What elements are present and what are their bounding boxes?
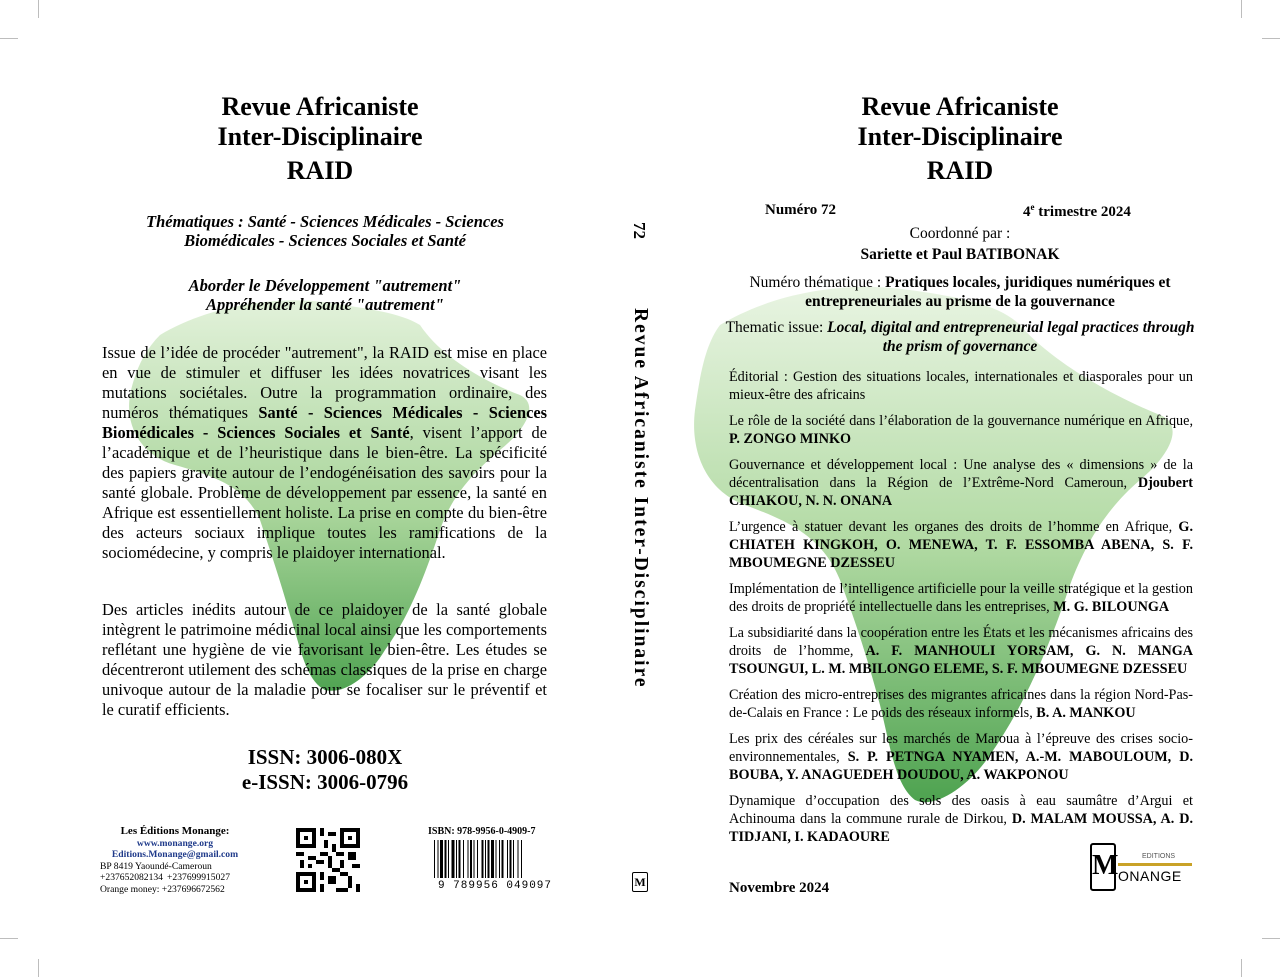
back-themes-line2: Biomédicales - Sciences Sociales et Santé (184, 231, 466, 250)
toc-entry: Implémentation de l’intelligence artificielle pour la veille stratégique et la gestion des droits de propriété intellectuelle dans les entreprises, M. G. BILOUNGA (729, 581, 1193, 615)
barcode-bar (518, 840, 519, 878)
toc-entry: Gouvernance et développement local : Une analyse des « dimensions » de la décentralisation dans la Région de l’Extrême-Nord Cameroun, Djoubert CHIAKOU, N. N. ONANA (729, 457, 1193, 509)
barcode-bar (502, 840, 504, 878)
thematic-en-title: Local, digital and entrepreneurial legal practices through the prism of governance (827, 319, 1195, 355)
back-issn-block (180, 745, 470, 795)
barcode-bar (499, 840, 500, 878)
issn: ISSN: 3006-080X (247, 745, 403, 769)
publisher-website[interactable]: www.monange.org (136, 837, 214, 849)
publisher-orange-money: Orange money: +237696672562 (100, 883, 225, 895)
quarter-number: 4 (1023, 204, 1031, 220)
logo-gold-bar (1118, 863, 1192, 866)
toc-entry: La subsidiarité dans la coopération entre les États et les mécanismes africains des droits de l’homme, A. F. MANHOULI YORSAM, G. N. MANGA TSOUNGUI, L. M. MBILONGO ELEME, S. F. MBOUMEGNE DZESSEU (729, 625, 1193, 677)
crop-mark (0, 938, 18, 939)
thematic-fr (725, 273, 1195, 311)
table-of-contents (729, 368, 1193, 854)
issue-quarter (1023, 202, 1131, 221)
back-title-line1: Revue Africaniste (221, 92, 419, 121)
coordinated-by: Coordonné par : (909, 225, 1011, 242)
back-title-raid: RAID (286, 156, 354, 185)
publisher-phone-2: +237699915027 (167, 872, 230, 883)
barcode-bar (513, 840, 514, 878)
toc-entry: Éditorial : Gestion des situations locales, internationales et diasporales pour un mieux-être des africains (729, 369, 1193, 403)
thematic-en-label: Thematic issue: (725, 319, 828, 336)
barcode-digits: 9 789956 049097 (437, 880, 553, 892)
barcode-bar (510, 840, 512, 878)
logo-small-text: EDITIONS (1142, 853, 1176, 860)
barcode-bar (491, 840, 494, 878)
quarter-sup: e (1030, 202, 1035, 212)
publication-date: Novembre 2024 (729, 880, 830, 896)
barcode-bar (485, 840, 486, 878)
back-p1-text-b: , visent l’apport de l’académique et de l’heuristique dans le bien-être. La spécificité des papiers gravite autour de l’endogénéisation des savoirs pour la santé globale. Problème de développement par essence, la santé en Afrique est essentiellement holiste. La prise en compte du bien-être des acteurs sociaux implique toutes les ramifications de la sociomédecine, y compris le plaidoyer international. (102, 423, 547, 562)
thematic-fr-title: Pratiques locales, juridiques numériques et entrepreneuriales au prisme de la gouvernance (805, 274, 1171, 310)
barcode-bar (459, 840, 461, 878)
back-themes-line1: Thématiques : Santé - Sciences Médicales - Sciences (146, 212, 504, 231)
thematic-en (725, 318, 1195, 356)
crop-mark (38, 959, 39, 977)
back-themes (90, 212, 560, 250)
thematic-fr-label: Numéro thématique : (749, 274, 886, 291)
barcode-bar (463, 840, 464, 878)
publisher-phone-1: +237652082134 (100, 872, 163, 883)
barcode-bar (452, 840, 455, 878)
monange-logo-letter: M (1090, 843, 1116, 891)
back-p2-text: Des articles inédits autour de ce plaidoyer de la santé globale intègrent le patrimoine médicinal local ainsi que les comportements reflétant une hygiène de vie favorisant le bien-être. Les études se décentreront utilement des schémas classiques de la prise en charge univoque autour de la maladie pour se focaliser sur le préventif et le curatif efficients. (102, 600, 547, 719)
crop-mark (0, 38, 18, 39)
back-paragraph-2 (102, 600, 547, 720)
barcode-bar (507, 840, 508, 878)
publisher-address: BP 8419 Yaoundé-Cameroun (100, 860, 212, 872)
front-title-raid: RAID (926, 156, 994, 185)
coordinators: Sariette et Paul BATIBONAK (860, 246, 1060, 263)
back-motto-line1: Aborder le Développement "autrement" (188, 276, 462, 295)
isbn: ISBN: 978-9956-0-4909-7 (428, 826, 536, 837)
back-paragraph-1 (102, 343, 547, 563)
barcode-bar (521, 840, 522, 878)
publisher-info (100, 826, 250, 895)
front-title-line2: Inter-Disciplinaire (857, 122, 1063, 151)
barcode-bar (440, 840, 443, 878)
toc-entry: L’urgence à statuer devant les organes des droits de l’homme en Afrique, G. CHIATEH KINGKOH, O. MENEWA, T. F. ESSOMBA ABENA, S. F. MBOUMEGNE DZESSEU (729, 519, 1193, 571)
front-title-line1: Revue Africaniste (861, 92, 1059, 121)
back-title-line2: Inter-Disciplinaire (217, 122, 423, 151)
front-title (740, 92, 1180, 186)
crop-mark (38, 0, 39, 18)
barcode-bar (474, 840, 475, 878)
back-title (100, 92, 540, 186)
monange-logo (1090, 843, 1194, 891)
spine-logo: M (632, 872, 648, 892)
barcode (432, 840, 558, 880)
quarter-text: trimestre 2024 (1034, 204, 1131, 220)
back-p1-bold: Santé - Sciences Médicales - Sciences Biomédicales - Sciences Sociales et Santé (102, 403, 547, 442)
qr-code (296, 828, 360, 892)
barcode-bar (456, 840, 457, 878)
toc-entry: Le rôle de la société dans l’élaboration de la gouvernance numérique en Afrique, P. ZONGO MINKO (729, 413, 1193, 447)
barcode-bar (496, 840, 497, 878)
barcode-bar (448, 840, 449, 878)
barcode-bar (470, 840, 472, 878)
barcode-bar (482, 840, 484, 878)
crop-mark (1241, 0, 1242, 18)
e-issn: e-ISSN: 3006-0796 (241, 770, 409, 794)
publisher-name: Les Éditions Monange: (120, 825, 230, 837)
toc-entry: Les prix des céréales sur les marchés de Maroua à l’épreuve des crises socio-environnementales, S. P. PETNGA NYAMEN, A.-M. MABOULOUM, D. BOUBA, Y. ANAGUEDEH DOUDOU, A. WAKPONOU (729, 731, 1193, 783)
barcode-bar (477, 840, 478, 878)
barcode-bar (438, 840, 439, 878)
back-motto-line2: Appréhender la santé "autrement" (206, 295, 444, 314)
barcode-bar (488, 840, 490, 878)
publisher-email[interactable]: Editions.Monange@gmail.com (111, 849, 239, 860)
crop-mark (1241, 959, 1242, 977)
toc-entry: Dynamique d’occupation des sols des oasis à eau saumâtre d’Argui et Achinouma dans la commune rurale de Dirkou, D. MALAM MOUSSA, A. D. TIDJANI, I. KADAOURE (729, 793, 1194, 845)
barcode-bar (445, 840, 447, 878)
spine-title: Revue Africaniste Inter-Disciplinaire (630, 308, 651, 689)
back-p1-text-a: Issue de l’idée de procéder "autrement", la RAID est mise en place en vue de stimuler et diffuser les idées novatrices visant les mutations sociétales. Outre la programmation ordinaire, des numéros thématiques (102, 343, 547, 422)
barcode-bar (434, 840, 435, 878)
back-motto (90, 276, 560, 314)
spine-number: 72 (630, 222, 649, 239)
barcode-bar (468, 840, 469, 878)
logo-text: ONANGE (1118, 868, 1182, 884)
toc-entry: Création des micro-entreprises des migrantes africaines dans la région Nord-Pas-de-Calais en France : Le poids des réseaux informels, B. A. MANKOU (729, 687, 1193, 721)
crop-mark (1262, 38, 1280, 39)
issue-number: Numéro 72 (765, 202, 836, 218)
crop-mark (1262, 938, 1280, 939)
